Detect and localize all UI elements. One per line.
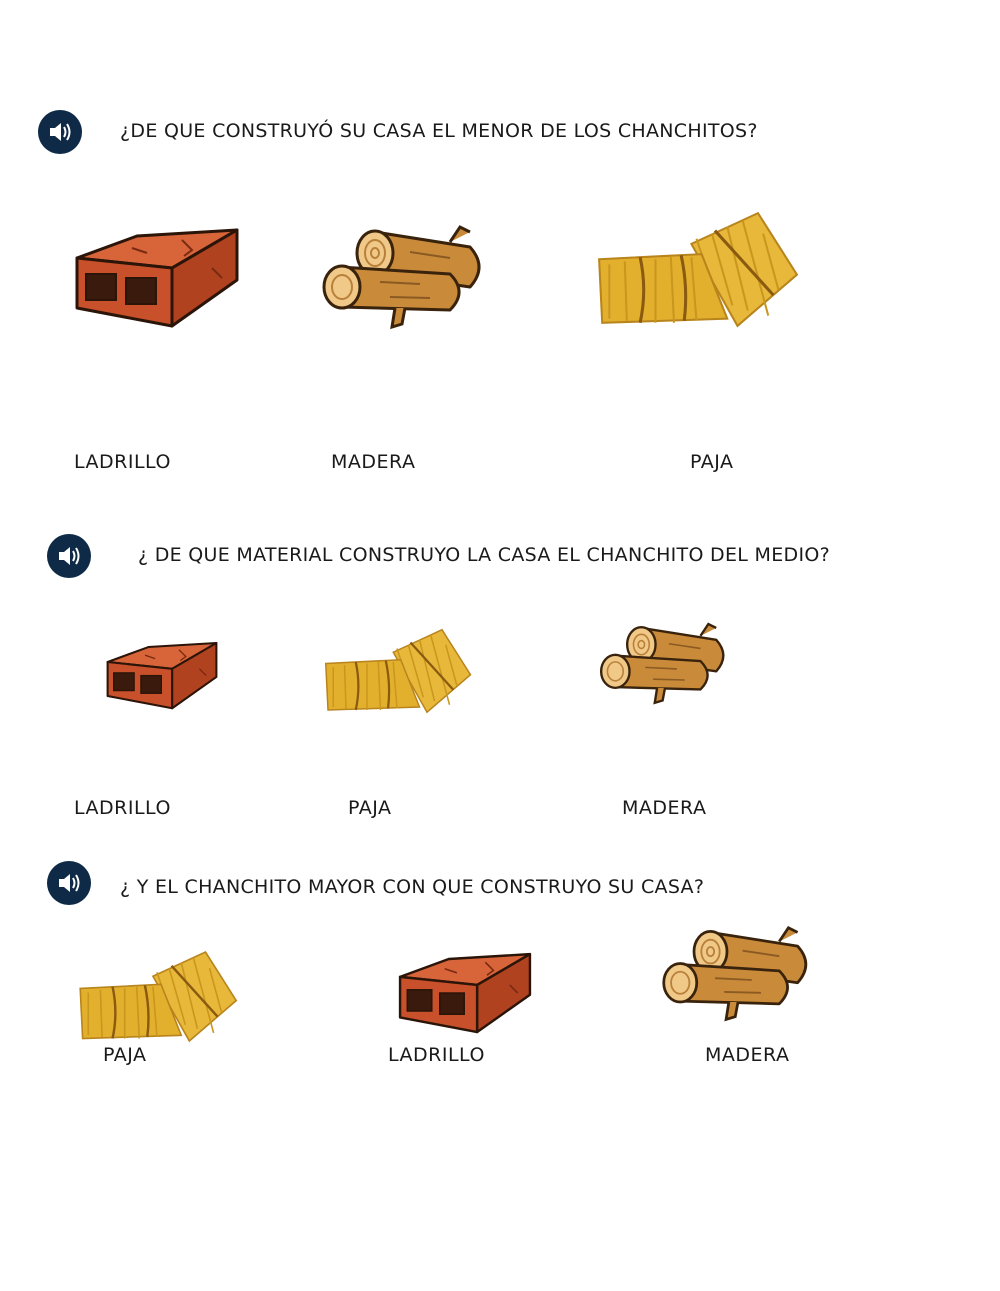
question-3-text: ¿ Y EL CHANCHITO MAYOR CON QUE CONSTRUYO SU CASA? [120,876,705,898]
straw-bales-icon[interactable] [322,626,472,716]
speaker-icon[interactable] [38,110,82,154]
option-label[interactable]: MADERA [705,1044,790,1066]
wood-logs-icon[interactable] [320,212,490,332]
option-label[interactable]: PAJA [690,451,734,473]
question-1-text: ¿DE QUE CONSTRUYÓ SU CASA EL MENOR DE LOS CHANCHITOS? [120,120,758,142]
brick-icon[interactable] [72,208,242,333]
option-label[interactable]: PAJA [348,797,392,819]
option-label[interactable]: MADERA [622,797,707,819]
option-label[interactable]: LADRILLO [74,797,171,819]
straw-bales-icon[interactable] [76,948,238,1045]
option-label[interactable]: LADRILLO [388,1044,485,1066]
brick-icon[interactable] [104,628,220,713]
option-label[interactable]: LADRILLO [74,451,171,473]
option-label[interactable]: MADERA [331,451,416,473]
wood-logs-icon[interactable] [660,914,816,1024]
straw-bales-icon[interactable] [594,208,799,331]
option-label[interactable]: PAJA [103,1044,147,1066]
speaker-icon[interactable] [47,861,91,905]
question-2-text: ¿ DE QUE MATERIAL CONSTRUYO LA CASA EL CHANCHITO DEL MEDIO? [138,544,830,566]
brick-icon[interactable] [396,936,534,1038]
wood-logs-icon[interactable] [598,612,732,707]
speaker-icon[interactable] [47,534,91,578]
